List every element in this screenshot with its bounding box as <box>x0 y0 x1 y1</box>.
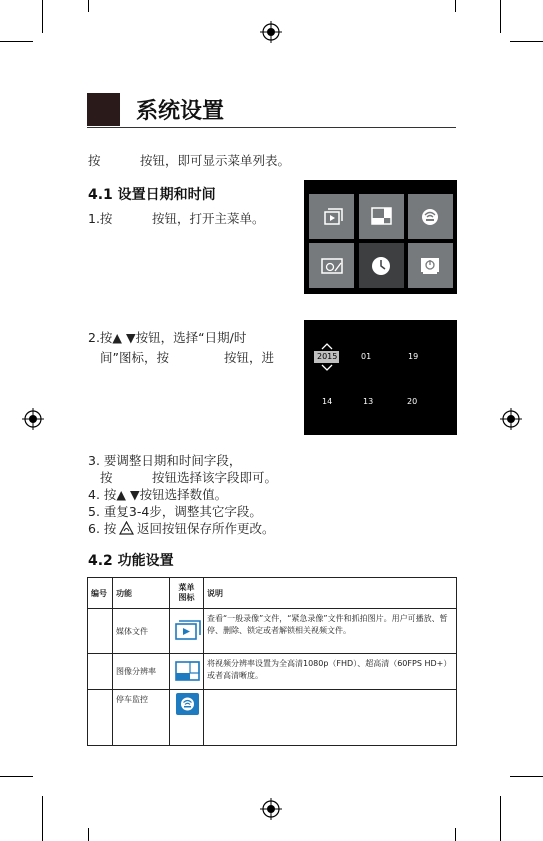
step-3-line1: 3. 要调整日期和时间字段， <box>88 453 242 468</box>
back-button-icon <box>119 521 134 535</box>
main-menu-screen <box>304 180 457 294</box>
step-2-line2-end: 按钮，进 <box>224 350 275 365</box>
camera-icon <box>309 243 354 288</box>
page-title: 系统设置 <box>136 99 225 124</box>
crop-mark <box>0 776 33 777</box>
play-icon <box>173 618 203 642</box>
crop-mark <box>88 0 89 12</box>
row-function: 图像分辨率 <box>113 654 170 690</box>
crop-mark <box>88 828 89 841</box>
step-5: 5. 重复3-4步，调整其它字段。 <box>88 504 262 519</box>
crop-mark <box>510 41 543 42</box>
second-value: 20 <box>407 397 418 406</box>
registration-mark-icon <box>500 408 522 430</box>
resolution-icon <box>359 194 404 239</box>
chapter-block <box>87 93 120 126</box>
resolution-icon <box>173 659 203 683</box>
crop-mark <box>455 828 456 841</box>
step-3-line2-prefix: 按 <box>100 470 113 485</box>
row-description: 将视频分辨率设置为全高清1080p（FHD）、超高清（60FPS HD+）或者高清晰度。 <box>204 654 457 690</box>
clock-icon <box>359 243 404 288</box>
step-1-prefix: 1.按 <box>88 211 113 226</box>
down-arrow-icon <box>321 364 333 371</box>
row-description: 查看“一般录像”文件，“紧急录像”文件和抓拍图片。用户可播放、暂停、删除、锁定或者解锁相关视频文件。 <box>204 609 457 654</box>
table-row <box>88 654 457 690</box>
month-value: 01 <box>361 352 372 361</box>
step-6-text: 返回按钮保存所作更改。 <box>137 521 275 536</box>
media-tile <box>309 194 354 239</box>
datetime-tile <box>359 243 404 288</box>
section-heading-4-2: 4.2 功能设置 <box>88 553 174 569</box>
row-function: 停车监控 <box>113 690 170 746</box>
registration-mark-icon <box>22 408 44 430</box>
step-2-line2: 间”图标，按 <box>100 350 169 365</box>
camera-tile <box>309 243 354 288</box>
parking-tile <box>408 194 453 239</box>
header-description: 说明 <box>204 578 457 609</box>
crop-mark <box>500 796 501 841</box>
power-icon <box>408 243 453 288</box>
step-2-line1: 2.按▲ ▼按钮，选择“日期/时 <box>88 330 247 345</box>
crop-mark <box>510 776 543 777</box>
header-function: 功能 <box>113 578 170 609</box>
datetime-screen <box>304 320 457 435</box>
row-function: 媒体文件 <box>113 609 170 654</box>
crop-mark <box>42 796 43 841</box>
power-tile <box>408 243 453 288</box>
crop-mark <box>42 0 43 33</box>
crop-mark <box>455 0 456 12</box>
step-6-prefix: 6. 按 <box>88 521 117 536</box>
title-divider <box>87 127 456 128</box>
crop-mark <box>500 0 501 33</box>
table-row <box>88 690 457 746</box>
table-row <box>88 609 457 654</box>
day-value: 19 <box>408 352 419 361</box>
table-header-row <box>88 578 457 609</box>
up-arrow-icon <box>321 343 333 350</box>
step-3-line2: 按钮选择该字段即可。 <box>152 470 278 485</box>
function-table <box>87 577 457 746</box>
intro-right: 按钮，即可显示菜单列表。 <box>140 153 291 168</box>
crop-mark <box>0 41 33 42</box>
intro-left: 按 <box>88 153 101 168</box>
registration-mark-icon <box>260 21 282 43</box>
parking-monitor-icon <box>408 194 453 239</box>
step-4: 4. 按▲ ▼按钮选择数值。 <box>88 487 228 502</box>
header-icon: 菜单 图标 <box>170 578 204 609</box>
hour-value: 14 <box>322 397 333 406</box>
play-icon <box>309 194 354 239</box>
section-heading-4-1: 4.1 设置日期和时间 <box>88 187 216 203</box>
parking-monitor-icon <box>173 692 203 716</box>
step-1-text: 按钮，打开主菜单。 <box>152 211 265 226</box>
minute-value: 13 <box>363 397 374 406</box>
year-value: 2015 <box>317 352 338 361</box>
resolution-tile <box>359 194 404 239</box>
header-no: 编号 <box>88 578 113 609</box>
registration-mark-icon <box>260 798 282 820</box>
row-description <box>204 690 457 746</box>
